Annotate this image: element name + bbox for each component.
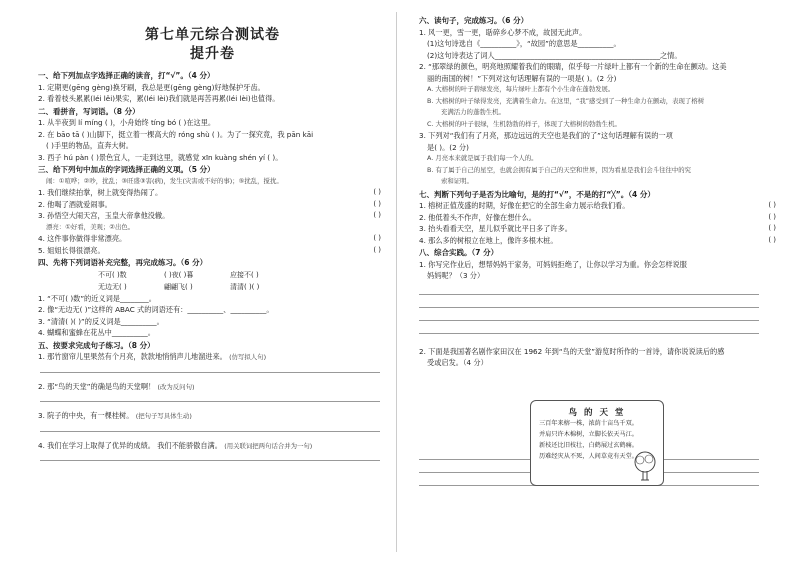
s7-line-1 (419, 200, 782, 212)
s1-line-2: 2. 看着枝头累累(léi lěi)果实，累(léi lèi)我们就是再苦再累(léi lèi)也值得。 (38, 94, 280, 103)
s3-line-1-text: 1. 我们继续拍掌，树上就变得热闹了。 (38, 188, 163, 197)
s5-q4 (38, 440, 387, 453)
s7-line-4-text: 4. 那么多的树根立在地上，像许多根木桩。 (419, 235, 558, 245)
s3-line-5-text: 5. 姐姐长得很漂亮。 (38, 245, 105, 255)
section-7-title: 七、判断下列句子是否为比喻句，是的打“√”，不是的打“╳”。（4 分） (419, 189, 655, 199)
s5-q2-note: (改为反问句) (157, 382, 195, 391)
page-title: 第七单元综合测试卷 (145, 27, 280, 43)
s3-note: 闹：①喧哗；②吵，扰乱；③旺盛③害(病)，发生(灾害或不好的事)；⑤扰乱，搅扰。 (46, 176, 283, 185)
answer-line[interactable] (419, 294, 759, 295)
section-2-title: 二、看拼音，写词语。（8 分） (38, 106, 140, 116)
poem-line-1: 三百年来榕一株，浓荫十亩鸟千双。 (539, 420, 638, 427)
answer-line[interactable] (419, 320, 759, 321)
s4-words-row-2 (38, 281, 387, 293)
s3-line-4-text: 4. 这件事你做得非常漂亮。 (38, 234, 127, 243)
s3-line-3-text: 3. 孙悟空大闹天宫，玉皇大帝拿他没辙。 (38, 211, 170, 220)
section-1-title: 一、给下列加点字选择正确的读音，打“√”。（4 分） (38, 71, 215, 80)
s2-line-3: ( )手里的物品，直奔大树。 (46, 141, 133, 150)
answer-paren[interactable]: ( ) (373, 188, 381, 196)
s5-q2 (38, 381, 387, 394)
s6-q3-option-b-cont: 索和证明。 (441, 177, 473, 185)
s4-line-3: 3. “清清( )( )”的反义词是__________。 (38, 316, 164, 326)
s6-option-b-cont: 充满活力的蓬勃生机。 (441, 108, 505, 116)
section-5-title: 五、按要求完成句子练习。（8 分） (38, 340, 155, 350)
s5-q4-note: (用关联词把两句话合并为一句) (224, 441, 313, 450)
s8-q2b: 受或启发。（4 分） (427, 358, 488, 367)
answer-paren[interactable]: ( ) (373, 234, 381, 242)
answer-paren[interactable]: ( ) (373, 245, 381, 254)
s3-note-2: 漂亮：①好看，美观；②出色。 (46, 222, 135, 231)
s3-line-3 (38, 210, 387, 222)
s6-line-3: (2)这句诗表达了词人______________________________________________之情。 (427, 50, 682, 60)
s6-option-a: A. 大榕树的叶子碧绿发亮，每片绿叶上都有个小生命在蓬勃发展。 (427, 85, 615, 93)
section-6-title: 六、读句子，完成练习。（6 分） (419, 16, 529, 25)
poem-line-3: 新枝还比旧枝壮，白鹤展过玄鹤痛。 (539, 442, 638, 449)
s6-line-2: (1)这句诗选自《__________》，“故园”的意思是__________。 (427, 39, 621, 48)
poem-title: 鸟 的 天 堂 (568, 408, 626, 418)
poem-box (530, 400, 664, 486)
s6-option-b: B. 大榕树的叶子绿得发亮，充满着生命力。在这里，“我”感受到了一种生命力在颤动，表现了榕树 (427, 96, 705, 105)
tree-icon (631, 451, 659, 481)
answer-paren[interactable]: ( ) (768, 224, 776, 232)
s5-q2-text: 2. 那“鸟的天堂”的确是鸟的天堂啊！ (38, 381, 156, 391)
answer-paren[interactable]: ( ) (373, 199, 381, 208)
s4-word: 翩翩飞( ) (164, 282, 193, 291)
s7-line-2 (419, 212, 782, 224)
answer-paren[interactable]: ( ) (768, 212, 776, 221)
s4-line-1: 1. “不可( )数”的近义词是________。 (38, 293, 156, 303)
s3-line-5 (38, 245, 387, 257)
s6-line-5: 丽的南国的树！”下列对这句话理解有误的一项是( )。(2 分) (427, 73, 617, 83)
s6-q3-option-b: B. 有了属于自己的星空，也就会拥有属于自己的天空和世界，因为看星是我们会斗往往中的究 (427, 165, 692, 174)
answer-line[interactable] (40, 460, 380, 461)
answer-line[interactable] (40, 431, 380, 432)
s5-q1-text: 1. 那竹窗帘儿里果然有个月亮，款款地悄悄声儿地溜进来。 (38, 352, 227, 361)
s7-line-4 (419, 235, 782, 247)
poem-line-2: 并肩只许木棉树，立脚长依天马江。 (539, 431, 638, 438)
s4-word: 无边无( ) (98, 282, 127, 291)
s3-line-2-text: 2. 他喝了酒就爱闹事。 (38, 199, 112, 209)
s5-q3-note: (把句子写具体生动) (135, 412, 192, 420)
s5-q1 (38, 351, 387, 364)
s5-q1-note: (仿写拟人句) (229, 353, 267, 361)
s4-words-row-1 (38, 269, 387, 281)
answer-line[interactable] (419, 307, 759, 308)
section-8-title: 八、综合实践。（7 分） (419, 248, 499, 257)
s2-line-4: 3. 西子 hú pàn ( )景色宜人，一走到这里，就感觉 xīn kuàng shén yí ( )。 (38, 152, 283, 162)
page-subtitle: 提升卷 (190, 46, 235, 62)
section-3-title: 三、给下列句中加点的字词选择正确的义项。（5 分） (38, 165, 215, 174)
answer-line[interactable] (40, 401, 380, 402)
s3-line-4 (38, 233, 387, 245)
s6-q3-option-a: A. 月亮本来就是属于我们每一个人的。 (427, 154, 538, 162)
poem-line-4: 历难经灾从不死，人间草竟有天堂。 (539, 453, 638, 460)
s8-q1b: 妈妈呢？（3 分） (427, 271, 485, 280)
s2-line-1: 1. 从半夜到 lí míng ( )，小舟始终 tíng bó ( )在这里。 (38, 118, 216, 127)
s5-q3 (38, 410, 387, 423)
answer-paren[interactable]: ( ) (373, 211, 381, 219)
s1-line-1: 1. 定期更(gēng gèng)换牙刷，我总是更(gēng gèng)好地保护牙齿。 (38, 82, 265, 92)
s4-line-2: 2. 像“无边无( )”这样的 ABAC 式的词语还有：__________、__________。 (38, 305, 274, 314)
answer-line[interactable] (40, 372, 380, 373)
answer-line[interactable] (419, 333, 759, 334)
s6-line-4: 2. “那翠绿的颜色，明亮地照耀着我们的眼睛，似乎每一片绿叶上都有一个新的生命在颤动。这美 (419, 62, 727, 71)
answer-paren[interactable]: ( ) (768, 201, 776, 209)
s8-q1: 1. 你写完作业后，想帮妈妈干家务，可妈妈拒绝了，让你以学习为重。你会怎样说服 (419, 259, 687, 269)
s3-line-2 (38, 199, 387, 211)
s7-line-3-text: 3. 抬头看看天空，星儿似乎就比平日多了许多。 (419, 224, 572, 233)
s8-q2: 2. 下面是我国著名剧作家田汉在 1962 年到“鸟的天堂”游览时所作的一首诗，请你说说读后的感 (419, 346, 725, 356)
s6-line-q3: 3. 下列对“我们有了月亮，那边远远的天空也是我们的了”这句话理解有误的一项 (419, 131, 673, 140)
s4-word: 应接不( ) (230, 270, 259, 279)
s7-line-1-text: 1. 榕树正值茂盛的时期，好像在把它的全部生命力展示给我们看。 (419, 201, 630, 210)
section-4-title: 四、先将下列词语补充完整，再完成练习。（6 分） (38, 258, 208, 267)
s4-word: 不可( )数 (98, 270, 127, 279)
s5-q4-text: 4. 我们在学习上取得了优异的成绩。 我们不能骄傲自满。 (38, 440, 222, 450)
s4-word: 清清( )( ) (230, 282, 260, 291)
s6-line-1: 1. 风一更，雪一更，聒碎乡心梦不成，故园无此声。 (419, 27, 587, 37)
s7-line-2-text: 2. 他低着头不作声，好像在想什么。 (419, 212, 536, 222)
s2-line-2: 2. 在 bāo tā ( )山脚下，挺立着一棵高大的 róng shù ( )。为了一探究竟，我 pān kāi (38, 129, 314, 139)
s7-line-3 (419, 223, 782, 235)
s5-q3-text: 3. 院子的中央，有一棵桂树。 (38, 411, 134, 420)
s6-line-q3b: 是( )。(2 分) (427, 142, 469, 152)
answer-paren[interactable]: ( ) (768, 235, 776, 244)
s6-option-c: C. 大榕树的叶子很绿，生机勃勃的样子，体现了大榕树的勃勃生机。 (427, 119, 621, 128)
s4-word: ( )夜( )暮 (164, 270, 194, 279)
s3-line-1 (38, 187, 387, 199)
s4-line-4: 4. 蝴蝶和蜜蜂在花丛中__________。 (38, 328, 155, 337)
